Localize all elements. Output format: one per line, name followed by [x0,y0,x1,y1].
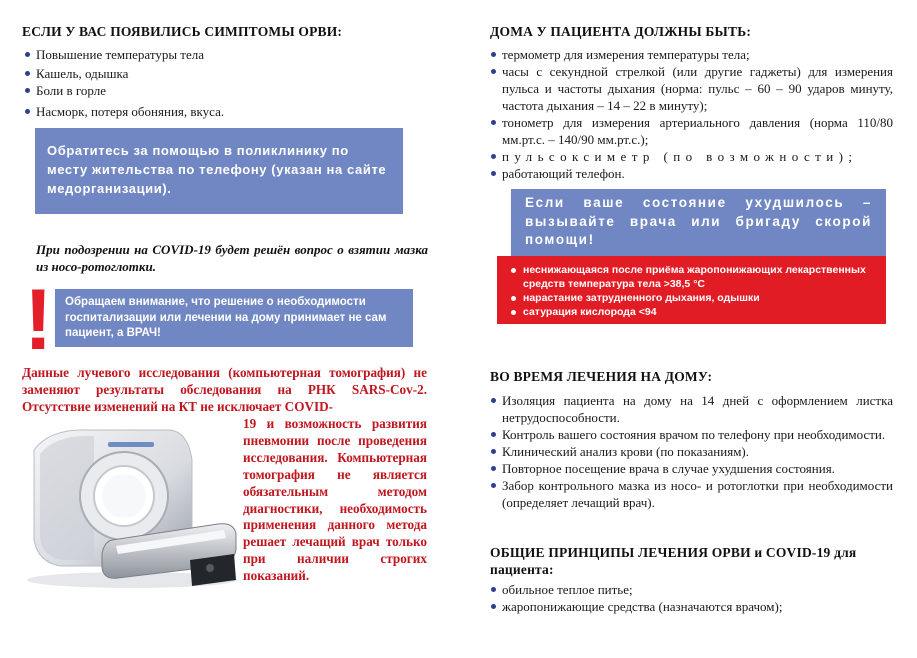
list-item: Повторное посещение врача в случае ухудшения состояния. [490,460,893,477]
list-item: неснижающаяся после приёма жаропонижающих лекарственных средств температура тела >38,5 °С [511,263,878,291]
list-item: Повышение температуры тела [24,46,444,63]
treatment-heading: ВО ВРЕМЯ ЛЕЧЕНИЯ НА ДОМУ: [490,369,713,384]
covid-test-note: При подозрении на COVID-19 будет решён вопрос о взятии мазка из носо-ротоглотки. [36,242,428,274]
list-item: Боли в горле [24,82,444,99]
list-item: Насморк, потеря обоняния, вкуса. [24,103,444,120]
principles-heading: ОБЩИЕ ПРИНЦИПЫ ЛЕЧЕНИЯ ОРВИ и COVID-19 для пациента: [490,545,857,577]
call-doctor-box: Если ваше состояние ухудшилось – вызывайте врача или бригаду скорой помощи! [511,189,886,256]
list-item: пульсоксиметр (по возможности); [490,148,893,165]
list-item: жаропонижающие средства (назначаются врачом); [490,598,893,615]
attention-box: Обращаем внимание, что решение о необходимости госпитализации или лечении на дому принимает не сам пациент, а ВРАЧ! [55,289,413,347]
treatment-list [490,392,893,511]
list-item: Забор контрольного мазка из носо- и ротоглотки при необходимости (определяет лечащий врач). [490,477,893,511]
list-item: часы с секундной стрелкой (или другие гаджеты) для измерения пульса и частоты дыхания (норма: пульс – 60 – 90 ударов минуту, частота дыхания – 14 – 22 в минуту); [490,63,893,114]
symptoms-list [24,46,444,120]
list-item: работающий телефон. [490,165,893,182]
home-items-heading: ДОМА У ПАЦИЕНТА ДОЛЖНЫ БЫТЬ: [490,24,752,39]
list-item: термометр для измерения температуры тела; [490,46,893,63]
list-item: сатурация кислорода <94 [511,305,878,319]
ct-text-top: Данные лучевого исследования (компьютерная томография) не заменяют результаты обследования на РНК SARS-Cov-2. Отсутствие изменений на КТ не исключает COVID- [22,365,427,414]
list-item: обильное теплое питье; [490,581,893,598]
ct-text-side: 19 и возможность развития пневмонии после проведения исследования. Компьютерная томография не является обязательным методом диагностики, необходимость применения данного метода решает лечащий врач только при наличии строгих показаний. [243,416,427,584]
home-items-list [490,46,893,182]
principles-list [490,581,893,615]
exclamation-icon: ! [24,272,53,368]
clinic-info-box: Обратитесь за помощью в поликлинику по месту жительства по телефону (указан на сайте медорганизации). [35,128,403,214]
list-item: Клинический анализ крови (по показаниям). [490,443,893,460]
list-item: Контроль вашего состояния врачом по телефону при необходимости. [490,426,893,443]
list-item: Кашель, одышка [24,65,444,82]
list-item: тонометр для измерения артериального давления (норма 110/80 мм.рт.с. – 140/90 мм.рт.с.); [490,114,893,148]
list-item: Изоляция пациента на дому на 14 дней с оформлением листка нетрудоспособности. [490,392,893,426]
symptoms-heading: ЕСЛИ У ВАС ПОЯВИЛИСЬ СИМПТОМЫ ОРВИ: [22,24,343,39]
warning-signs-box [497,256,886,324]
list-item: нарастание затрудненного дыхания, одышки [511,291,878,305]
ct-scanner-illustration [20,420,242,590]
